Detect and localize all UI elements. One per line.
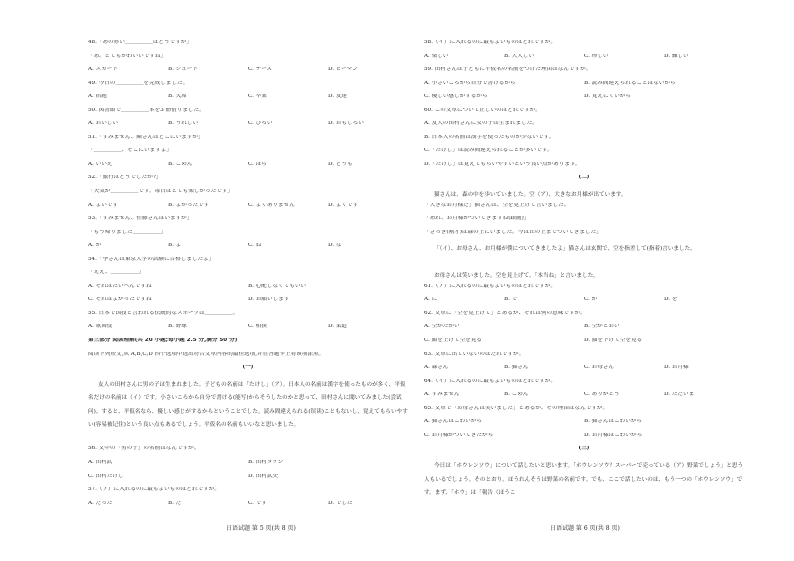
question-line: 55. 日本で国技と言われる伝統的なスポーツは＿＿＿＿＿。 xyxy=(88,310,239,316)
question-line: 「＿＿＿＿＿、そこにいますよ」 xyxy=(88,148,172,154)
left-page-footer: 日语试题 第 5 页(共 8 页) xyxy=(226,525,296,532)
left-page-column xyxy=(88,40,408,514)
answer-option: C. お月様がついてきたから xyxy=(424,432,494,438)
answer-option: B. うれしい xyxy=(168,121,199,127)
answer-option: B. 猫さんはこわいから xyxy=(584,419,643,425)
question-line: 56. 文中の「男の子」の名前はなんですか。 xyxy=(88,446,200,452)
question-line: A. 友人の田村さんに女の子は生まれました。 xyxy=(424,121,538,127)
answer-options-row xyxy=(424,338,744,352)
question-line: 「あ、とてもかわいいですね」 xyxy=(88,53,167,59)
answer-option: A. 田村武 xyxy=(88,459,113,465)
answer-option: D. お願いします xyxy=(248,297,290,303)
answer-option: B. 猫さん xyxy=(504,365,529,371)
question-line: 62. 文章に「空を見上げて」とあるが、それは何の意味ですか。 xyxy=(424,310,586,316)
question-line: 「天気が＿＿＿＿＿です。毎日はとても楽しかったです」 xyxy=(88,189,233,195)
question-line: 阅读下列短文,从 A,B,C,D 四个选项中选出符合文章内容的最佳选项,并在答题卡上将该项涂黑。 xyxy=(88,351,325,357)
question-line: 「さっき(刚才)は森の上にいました。今は丘の上までついてきました」 xyxy=(424,229,602,235)
answer-option: C. 田村たけし xyxy=(88,473,124,479)
answer-options-row xyxy=(88,474,408,488)
answer-option: B. だ xyxy=(168,500,182,506)
answer-options-row xyxy=(88,297,408,311)
answer-option: C. チーズ xyxy=(248,67,273,73)
answer-option: A. それはたいへんですね xyxy=(88,283,152,289)
passage-title: (三) xyxy=(578,446,590,452)
question-line: C.「たけし」は読み間違えられることが多いです。 xyxy=(424,148,553,154)
answer-options-row xyxy=(88,324,408,338)
answer-options-row xyxy=(424,81,744,95)
question-line: B. 日本人の名前は漢字を使ったものが少ないです。 xyxy=(424,134,555,140)
answer-options-row xyxy=(88,67,408,81)
answer-option: A. スカート xyxy=(88,67,118,73)
question-line: 61.（ア）に入れるのに最もよいものはどれですか。 xyxy=(424,283,556,289)
answer-options-row xyxy=(88,460,408,474)
answer-option: D. な xyxy=(328,243,342,249)
section-heading: 第三部分 阅读理解(共 20 小题;每小题 2.5 分,满分 50 分) xyxy=(88,338,238,344)
question-line: 54.「李さんは東京大学の試験に合格しましたよ」 xyxy=(88,256,215,262)
question-line: D.「たけし」は覚えてもらいやすいという良い点があります。 xyxy=(424,161,581,167)
answer-option: D. お月様はこわいから xyxy=(584,432,643,438)
answer-option: B. ごめん xyxy=(504,392,529,398)
answer-option: D. でした xyxy=(328,500,353,506)
answer-option: C. よくありません xyxy=(248,202,295,208)
question-line: 60. この文章について正しいのはどれですか。 xyxy=(424,107,541,113)
question-line: 58.（イ）に入れるのに最もよいものはどれですか。 xyxy=(424,40,556,45)
answer-option: C. 優しい感じがするから xyxy=(424,94,488,100)
answer-option: D. よくです xyxy=(328,202,359,208)
answer-options-row xyxy=(88,501,408,515)
answer-option: D. ただいま xyxy=(664,392,695,398)
answer-option: A. 小さいころから自分で書けるから xyxy=(424,80,516,86)
answer-options-row xyxy=(424,365,744,379)
question-line: 49. 今日の＿＿＿＿＿を完成しました。 xyxy=(88,80,189,86)
question-line: 「大きなお月様だ」猫さんは、空を見上げて言いました。 xyxy=(424,202,570,208)
answer-option: C. お母さん xyxy=(584,365,615,371)
answer-option: B. シュート xyxy=(168,67,198,73)
answer-option: B. で xyxy=(504,297,518,303)
question-line: 59. 田村さんは子どもに平仮名の名前をつけた理由はなんですか。 xyxy=(424,67,592,73)
question-line: 53.「すみません、佐藤さんはいますか」 xyxy=(88,216,193,222)
answer-option: D. 友達 xyxy=(328,94,348,100)
answer-option: C. 珍しい xyxy=(584,53,609,59)
answer-option: C. ひろい xyxy=(248,121,273,127)
passage-title: (一) xyxy=(242,365,254,371)
answer-option: B. ごめん xyxy=(168,161,193,167)
answer-option: C. 相撲 xyxy=(248,324,267,330)
passage-paragraph: お母さんは笑いました。空を見上げて、「本当ね」と言いました。 xyxy=(434,273,599,280)
answer-option: B. 心配しなくてもいい xyxy=(248,283,307,289)
question-line: 51.「すみません、陳さんはどこにいますか」 xyxy=(88,134,204,140)
answer-option: C. 卒業 xyxy=(248,94,267,100)
passage-paragraph: 「（イ）、お母さん、お月様が僕についてきましたよ」猫さんは玄関で、空を指差して(指着)言いました。 xyxy=(434,246,696,253)
answer-option: B. 大人しい xyxy=(504,53,535,59)
question-line: 57.（ア）に入れるのに最もよいものはどれですか。 xyxy=(88,487,220,493)
answer-option: C. ほら xyxy=(248,161,267,167)
answer-option: A. に xyxy=(424,297,438,303)
answer-option: A. 楽しい xyxy=(424,53,449,59)
question-line: 65. 文章で「お母さんは笑いました」とあるが、その理由はなんですか。 xyxy=(424,405,609,411)
answer-options-row xyxy=(424,392,744,406)
answer-option: D. おもしろい xyxy=(328,121,364,127)
question-line: 「もう帰りました＿＿＿＿＿」 xyxy=(88,229,167,235)
question-line: 「あれ、お月様がついてきますね(跟随)」 xyxy=(424,216,530,222)
answer-option: A. 空がたかい xyxy=(424,324,460,330)
answer-option: A. 宿題 xyxy=(88,94,107,100)
answer-options-row xyxy=(424,324,744,338)
answer-options-row xyxy=(424,419,744,433)
answer-option: A. よいです xyxy=(88,202,118,208)
answer-option: A. だった xyxy=(88,500,113,506)
answer-option: D. 顔を下げて空を見る xyxy=(584,338,643,344)
passage-paragraph: 猫さんは、森の中を歩いていました。空（ア）、大きなお月様が出ています。 xyxy=(434,192,627,199)
question-line: 48.「あの赤い＿＿＿＿＿はどうですか」 xyxy=(88,40,192,45)
passage-paragraph: 今日は「ホウレンソウ」について話したいと思います。「ホウレンソウ？スーパーで売っている（ア）野菜でしょう」と思う人もいるでしょう。そのとおり。ほうれんそうは野菜の名前です。でも、ここで話したいのは、もう一つの「ホウレンソウ」です。まず、「ホウ」は「報告（ほうこ xyxy=(424,462,744,497)
answer-options-row xyxy=(88,243,408,257)
answer-options-row xyxy=(424,94,744,108)
answer-option: A. 森さん xyxy=(424,365,449,371)
question-line: 50. 図書館で＿＿＿＿＿本を3 冊借りました。 xyxy=(88,107,205,113)
answer-option: D. お月様 xyxy=(664,365,689,371)
passage-paragraph: 友人の田村さんに男の子は生まれました。子どもの名前は「たけし」（ア）。日本人の名前は漢字を使ったものが多く、平仮名だけの名前は（イ）です。小さいころから自分で書ける(能写)からそうしたのかと思って、田村さんに聞いてみました(尝试问)。すると、平仮名なら、優しい感じがするからということでした。読み間違えられる(误读)こともないし、覚えてもらいやすい(容易被记住)という良い点もあるでしょう。平仮名の名前もいいなと思いました。 xyxy=(88,381,408,429)
answer-option: C. 顔を上げて空を見る xyxy=(424,338,482,344)
right-page-column xyxy=(424,40,744,501)
answer-options-row xyxy=(88,162,408,176)
question-line: 64.（イ）に入れるのに最もよいものはどれですか。 xyxy=(424,378,556,384)
answer-options-row xyxy=(88,121,408,135)
answer-option: B. よかったです xyxy=(168,202,210,208)
answer-option: A. いいえ xyxy=(88,161,113,167)
answer-options-row xyxy=(88,284,408,298)
answer-options-row xyxy=(424,297,744,311)
answer-options-row xyxy=(88,94,408,108)
question-line: 63. 文章に出ていないのはだれですか。 xyxy=(424,351,525,357)
answer-option: A. か xyxy=(88,243,102,249)
question-line: 52.「旅行はどうでしたか?」 xyxy=(88,175,162,181)
answer-option: B. よ xyxy=(168,243,182,249)
answer-option: D. を xyxy=(664,297,678,303)
answer-option: D. どうも xyxy=(328,161,353,167)
answer-option: B. 野球 xyxy=(168,324,187,330)
answer-options-row xyxy=(424,54,744,68)
answer-option: D. 田村武史 xyxy=(248,473,279,479)
passage-title: (二) xyxy=(578,175,590,181)
answer-option: C. それはよかったですね xyxy=(88,297,152,303)
answer-option: C. です xyxy=(248,500,267,506)
answer-option: D. 柔道 xyxy=(328,324,348,330)
answer-option: B. 田村タケシ xyxy=(248,459,284,465)
answer-option: B. 欠席 xyxy=(168,94,187,100)
answer-option: C. ありがとう xyxy=(584,392,620,398)
answer-option: A. すみません xyxy=(424,392,460,398)
answer-option: C. ね xyxy=(248,243,262,249)
answer-option: A. おいしい xyxy=(88,121,118,127)
right-page-footer: 日语试题 第 6 页(共 8 页) xyxy=(550,525,620,532)
answer-option: B. 読み間違えられることはないから xyxy=(584,80,676,86)
answer-option: D. ピーマン xyxy=(328,67,358,73)
answer-option: A. 歌舞伎 xyxy=(88,324,113,330)
answer-option: D. 覚えにくいから xyxy=(584,94,631,100)
answer-option: D. 難しい xyxy=(664,53,689,59)
answer-option: C. が xyxy=(584,297,598,303)
answer-options-row xyxy=(88,203,408,217)
answer-option: B. 空がとおい xyxy=(584,324,620,330)
answer-option: A. 猫さんはこわいから xyxy=(424,419,482,425)
question-line: 「ええ、＿＿＿＿＿」 xyxy=(88,270,145,276)
answer-options-row xyxy=(424,433,744,447)
